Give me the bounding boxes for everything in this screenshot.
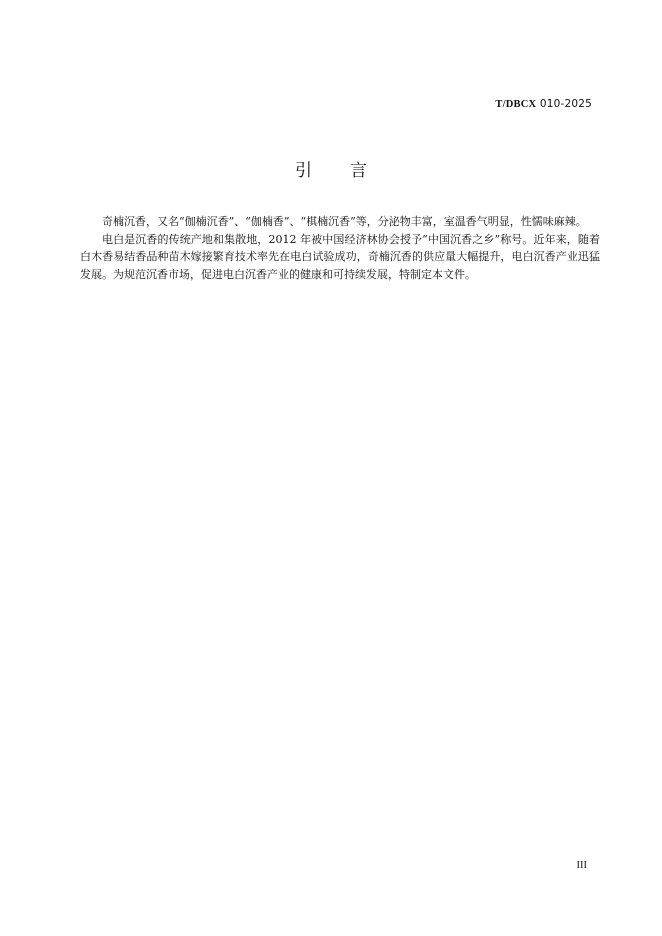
paragraph-2: 电白是沉香的传统产地和集散地，2012 年被中国经济林协会授予“中国沉香之乡”称号。近年来，随着白木香易结香品种苗木嫁接繁育技术率先在电白试验成功，奇楠沉香的供应量大幅提升，电白沉香产业迅猛发展。为规范沉香市场，促进电白沉香产业的健康和可持续发展，特制定本文件。 xyxy=(80,232,600,281)
page-title xyxy=(0,156,662,181)
page-number: III xyxy=(576,860,587,871)
title-char-2: 言 xyxy=(350,161,367,181)
paragraph-1: 奇楠沉香，又名“伽楠沉香”、“伽楠香”、“棋楠沉香”等，分泌物丰富，室温香气明显，性懦味麻辣。 xyxy=(102,215,587,228)
document-code-number: 010-2025 xyxy=(539,98,592,110)
document-code xyxy=(495,98,592,110)
title-char-1: 引 xyxy=(295,161,312,181)
introduction-body xyxy=(80,213,600,283)
document-code-prefix: T/DBCX xyxy=(495,99,537,110)
